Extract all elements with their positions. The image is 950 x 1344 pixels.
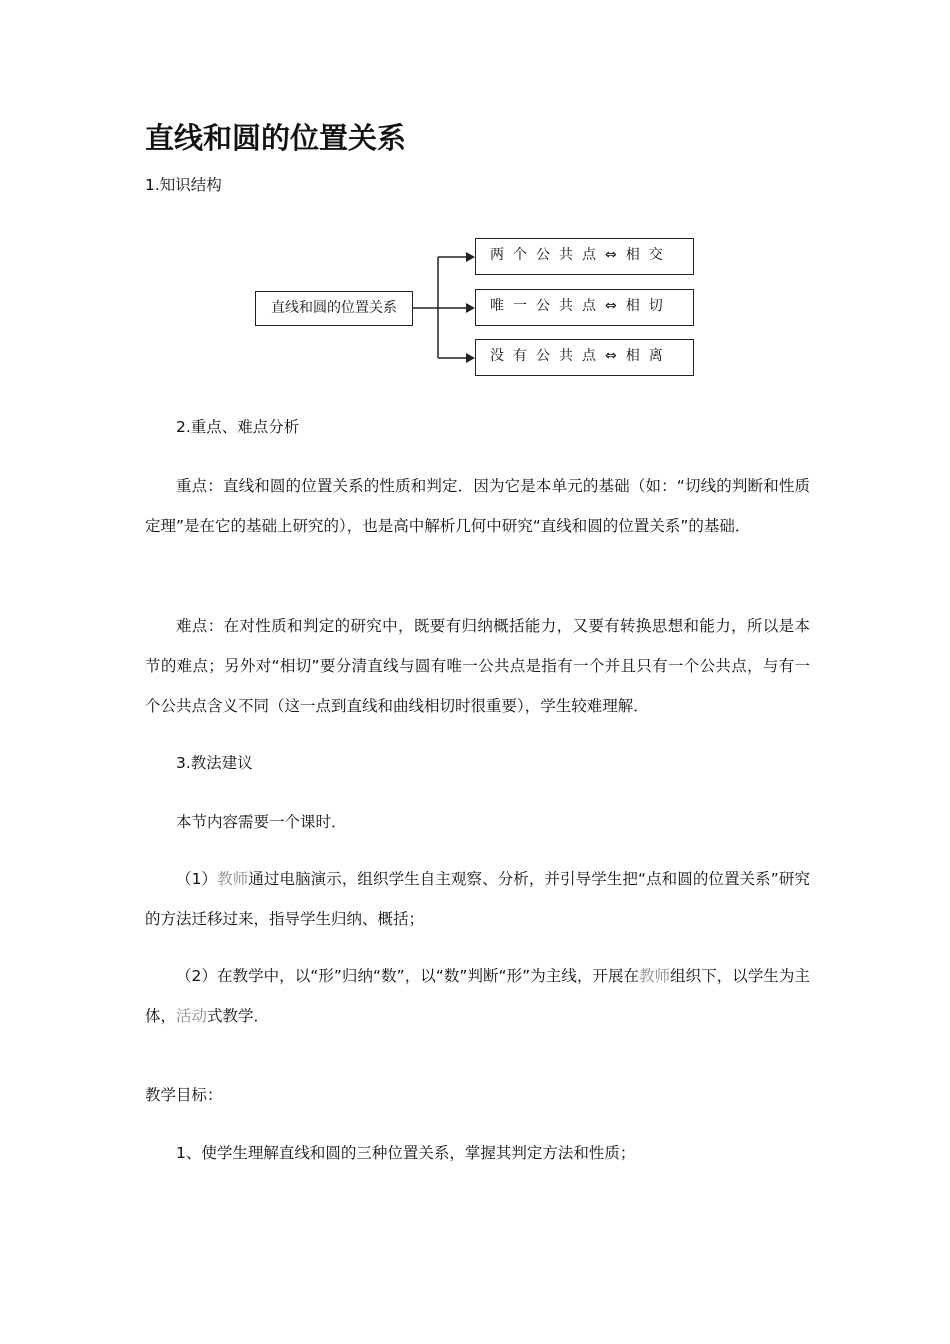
teacher-link[interactable]: 教师 bbox=[639, 967, 671, 985]
diagram-branch-separate: 没有公共点⇔相离 bbox=[475, 339, 694, 376]
knowledge-structure-diagram bbox=[240, 225, 710, 390]
teacher-link[interactable]: 教师 bbox=[217, 870, 249, 888]
arrowhead bbox=[466, 303, 475, 313]
teaching-goal-1: 1、使学生理解直线和圆的三种位置关系，掌握其判定方法和性质； bbox=[176, 1144, 636, 1162]
activity-link[interactable]: 活动 bbox=[176, 1007, 208, 1025]
diagram-branch-tangent: 唯一公共点⇔相切 bbox=[475, 289, 694, 326]
advice-2-paragraph bbox=[145, 956, 810, 1036]
section-heading-teaching-advice: 3.教法建议 bbox=[176, 754, 253, 772]
key-point-paragraph: 重点：直线和圆的位置关系的性质和判定．因为它是本单元的基础（如：“切线的判断和性质定理”是在它的基础上研究的），也是高中解析几何中研究“直线和圆的位置关系”的基础． bbox=[145, 477, 810, 535]
diagram-root-box: 直线和圆的位置关系 bbox=[255, 291, 413, 326]
section-heading-key-points: 2.重点、难点分析 bbox=[176, 418, 300, 436]
advice-2-text-2: 组织下，以学生为主体， bbox=[145, 967, 810, 1025]
advice-1-text: 通过电脑演示，组织学生自主观察、分析，并引导学生把“点和圆的位置关系”研究的方法迁移过来，指导学生归纳、概括； bbox=[145, 870, 810, 928]
lesson-time-paragraph: 本节内容需要一个课时． bbox=[176, 813, 347, 831]
advice-2-text-1: （2）在教学中，以“形”归纳“数”，以“数”判断“形”为主线，开展在 bbox=[176, 967, 640, 985]
section-heading-structure: 1.知识结构 bbox=[145, 176, 222, 194]
advice-1-prefix: （1） bbox=[176, 870, 218, 888]
diagram-branch-intersect: 两个公共点⇔相交 bbox=[475, 238, 694, 275]
arrowhead bbox=[466, 252, 475, 262]
difficulty-paragraph: 难点：在对性质和判定的研究中，既要有归纳概括能力，又要有转换思想和能力，所以是本节的难点；另外对“相切”要分清直线与圆有唯一公共点是指有一个并且只有一个公共点，与有一个公共点含义不同（这一点到直线和曲线相切时很重要），学生较难理解． bbox=[145, 617, 810, 715]
advice-1-paragraph bbox=[145, 859, 810, 939]
advice-2-text-3: 式教学． bbox=[207, 1007, 270, 1025]
arrowhead bbox=[466, 353, 475, 363]
page-title: 直线和圆的位置关系 bbox=[145, 121, 407, 155]
teaching-goals-heading: 教学目标： bbox=[145, 1086, 223, 1104]
